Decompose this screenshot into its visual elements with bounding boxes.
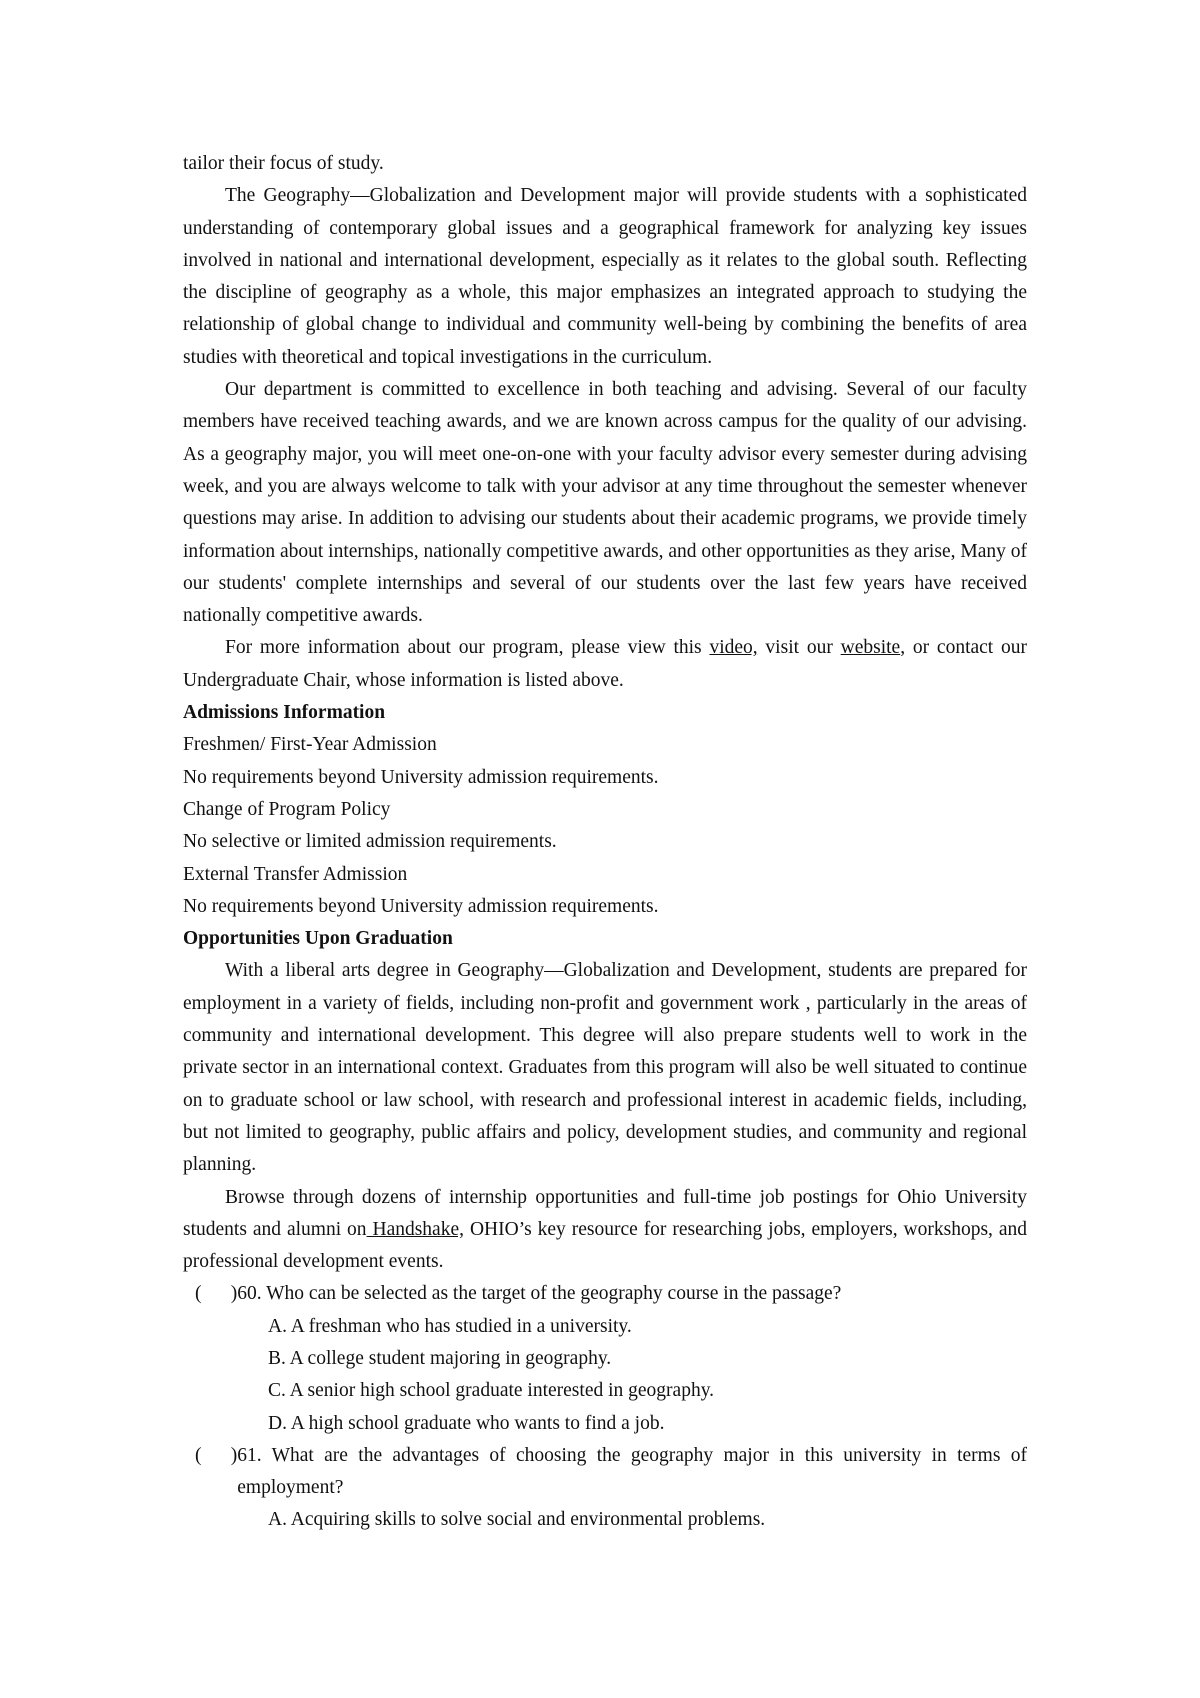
- question-60-option-b: B. A college student majoring in geography.: [268, 1347, 612, 1369]
- degree-paragraph: With a liberal arts degree in Geography—Globalization and Development, students are prepared for employment in a variety of fields, including non-profit and government work , particularly in the areas of community and international development. This degree will also prepare students well to work in the private sector in an international context. Graduates from this program will also be well situated to continue on to graduate school or law school, with research and professional interest in academic fields, including, but not limited to geography, public affairs and policy, development studies, and community and regional planning.: [183, 960, 1027, 1176]
- browse-text-1: Browse through dozens of internship opportunities and full-time job postings for Ohio University students and alumni on: [183, 1186, 1027, 1240]
- answer-blank[interactable]: ( ): [195, 1444, 238, 1466]
- question-60-option-a: A. A freshman who has studied in a university.: [268, 1315, 632, 1337]
- major-description-paragraph: The Geography—Globalization and Development major will provide students with a sophisticated understanding of contemporary global issues and a geographical framework for analyzing key issues involved in national and international development, especially as it relates to the global south. Reflecting the discipline of geography as a whole, this major emphasizes an integrated approach to studying the relationship of global change to individual and community well-being by combining the benefits of area studies with theoretical and topical investigations in the curriculum.: [183, 185, 1027, 368]
- admissions-heading: Admissions Information: [183, 702, 386, 724]
- video-link[interactable]: video,: [709, 637, 758, 659]
- admissions-item: Change of Program Policy: [183, 798, 391, 820]
- intro-tail-text: tailor their focus of study.: [183, 153, 384, 174]
- more-info-text-2: visit our: [757, 637, 841, 659]
- department-paragraph: Our department is committed to excellence in both teaching and advising. Several of our faculty members have received teaching awards, and we are known across campus for the quality of our advising. As a geography major, you will meet one-on-one with your faculty advisor every semester during advising week, and you are always welcome to talk with your advisor at any time throughout the semester whenever questions may arise. In addition to advising our students about their academic programs, we provide timely information about internships, nationally competitive awards, and other opportunities as they arise, Many of our students' complete internships and several of our students over the last few years have received nationally competitive awards.: [183, 379, 1027, 627]
- opportunities-heading: Opportunities Upon Graduation: [183, 928, 453, 950]
- admissions-item: External Transfer Admission: [183, 863, 408, 885]
- handshake-link[interactable]: Handshake,: [366, 1218, 464, 1240]
- question-text: 60. Who can be selected as the target of the geography course in the passage?: [237, 1283, 842, 1305]
- admissions-item: No requirements beyond University admission requirements.: [183, 895, 659, 917]
- website-link[interactable]: website: [840, 637, 901, 659]
- browse-text-2: OHIO’s key resource for researching jobs, employers, workshops, and professional development events.: [183, 1218, 1027, 1273]
- admissions-item: No selective or limited admission requirements.: [183, 831, 557, 853]
- answer-blank[interactable]: ( ): [195, 1283, 238, 1305]
- more-info-paragraph: [183, 632, 1027, 697]
- question-60-option-c: C. A senior high school graduate interested in geography.: [268, 1380, 715, 1402]
- browse-paragraph: [183, 1182, 1027, 1279]
- more-info-text-3: , or contact our Undergraduate Chair, whose information is listed above.: [183, 637, 1028, 691]
- more-info-text-1: For more information about our program, please view this: [225, 637, 710, 659]
- admissions-item: No requirements beyond University admission requirements.: [183, 766, 659, 788]
- admissions-item: Freshmen/ First-Year Admission: [183, 734, 437, 756]
- question-61-option-a: A. Acquiring skills to solve social and environmental problems.: [268, 1509, 766, 1531]
- question-60-option-d: D. A high school graduate who wants to find a job.: [268, 1412, 665, 1434]
- question-61: [183, 1440, 1027, 1505]
- question-60: [183, 1278, 1027, 1310]
- question-text: 61. What are the advantages of choosing the geography major in this university in terms of employment?: [237, 1444, 1027, 1499]
